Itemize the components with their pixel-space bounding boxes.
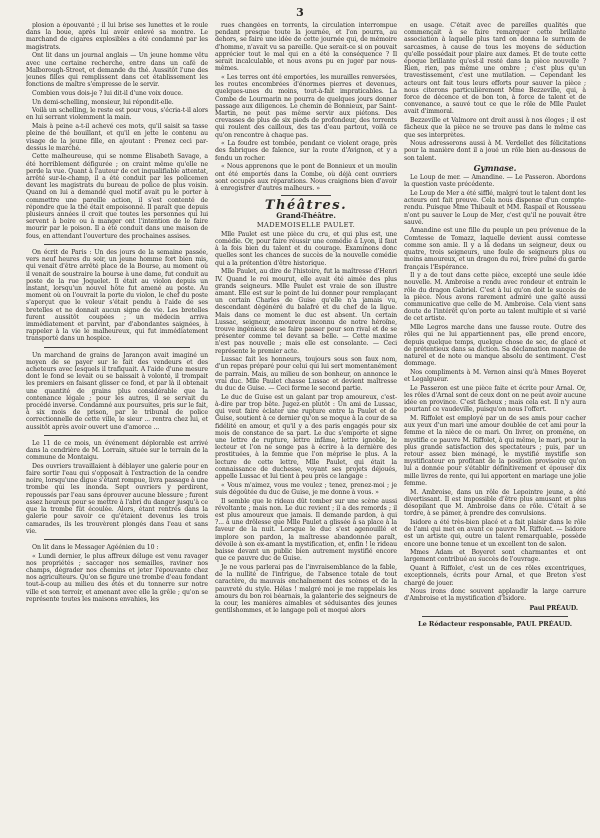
paragraph: Un marchand de grains de Jarançon avait imaginé un moyen de se payer sur le fait des vendeurs et des acheteurs avec lesquels il trafiquait. A l'aide d'une mesure dont le fond se levait ou se baissait à volonté, il trompait les premiers en faisant glisser ce fond, et par là il obtenait une quantité de grains plus considérable que la contenance légale ; pour les autres, il se servait du procédé inverse. Condamné aux poursuites, pris sur le fait, à six mois de prison, par le tribunal de police correctionnelle de cette ville, le sieur ... rentra chez lui, et aussitôt après avoir ouvert une d'amorce ... — [26, 351, 208, 431]
paragraph: rues changées en torrents, la circulation interrompue pendant presque toute la journée, et l'on pourra, au dehors, se faire une idée de cette journée qui, de mémoire d'homme, n'avait vu sa pareille. Que serait-ce si on pouvait apprécier tout le mal qui en a été la conséquence ? Il serait incalculable, et nous avons pu en juger par nous-mêmes. — [215, 22, 397, 73]
paragraph: en usage. C'était avec de pareilles qualités que commençait à se faire remarquer cette brillante association à laquelle plus tard on donna le surnom de sarcasmes, à cause de tous les moyens de séduction qu'elle possédait pour plaire aux dames. Et de toute cette époque brillante qu'est-il resté dans la pièce nouvelle ? Rien, rien, pas même une ombre ; c'est plus qu'un travestissement, c'est une mutilation. — Cependant les acteurs ont fait tous leurs efforts pour sauver la pièce ; nous citerons particulièrement Mme Bezzeville, qui, à force de décence et de bon ton, à force de talent et de convenance, a sauvé tout ce que le rôle de Mlle Paulet avait d'immoral. — [404, 22, 586, 116]
paragraph: « Les terres ont été emportées, les murailles renversées, les routes encombrées d'énormes pierres et devenues, quelques-unes du moins, tout-à-fait impraticables. La Combe de Lourmarin ne pourra de quelques jours donner passage aux diligences. Le chemin de Bonnieux, par Saint-Martin, ne peut pas même servir aux piétons. Des crevasses de plus de six pieds de profondeur, des torrents qui roulent des cailloux, des tas d'eau partout, voilà ce qu'on rencontre à chaque pas. — [215, 73, 397, 139]
gymnase-heading: Gymnase. — [473, 162, 517, 173]
column-3 — [404, 22, 586, 826]
paragraph: « Lundi dernier, le plus affreux déluge est venu ravager nos propriétés ; saccager nos semailles, raviner nos champs, dégrader nos chemins et jeter l'épouvante chez nos agriculteurs. Qu'on se figure une trombe d'eau fondant tout-à-coup au milieu des étés et du tonnerre sur notre ville et son terroir, et amenant avec elle la grêle ; qu'on se représente toutes les maisons envahies, les — [26, 552, 208, 603]
divider — [281, 195, 331, 196]
column-1 — [26, 22, 208, 826]
paragraph: Cette malheureuse, qui se nomme Élisabeth Savage, a été horriblement défigurée ; on craint même qu'elle ne perde la vue. Quant à l'auteur de cet inqualifiable attentat, arrêté sur-le-champ, il a été conduit par les policemen devant les magistrats du bureau de police de plus voisin. Quand on lui a demandé quel motif avait pu le porter à commettre une pareille action, il s'est contenté de répondre que la thé était empoisonné. Il paraît que depuis plusieurs années il croit que toutes les personnes qui lui servent à boire ou à manger ont l'intention de le faire mourir par le poison. Il a été conduit dans une maison de fous, en attendant l'ouverture des prochaines assises. — [26, 153, 208, 240]
paragraph: Le Loup de Mer a été sifflé, malgré tout le talent dont les acteurs ont fait preuve. Cela nous dispense d'un compte-rendu. Puisque Mme Thibault et MM. Raspail et Rousseau n'ont pu sauver le Loup de Mer, c'est qu'il ne pouvait être sauvé. — [404, 189, 586, 226]
divider — [422, 616, 568, 617]
theatres-masthead — [215, 198, 397, 214]
paragraph: Nous irons donc souvent applaudir la large carrure d'Ambroise et la mystification d'Isidore. — [404, 588, 586, 603]
paragraph: « La foudre est tombée, pendant ce violent orage, près des fabriques de faïence, sur la route d'Avignon, et y a fendu un rocher. — [215, 140, 397, 162]
paragraph: plosion a épouvanté ; il lui brise ses lunettes et le roule dans la boue, après lui avoir enlevé sa montre. Le marchand de cigares explosibles a été condamné par les magistrats. — [26, 22, 208, 51]
paragraph: Amandine est une fille du peuple un peu prévenue de la Comtesse de Tomazz, laquelle devient aussi comtesse comme son amie. Il y a là dedans un seigneur, deux ou quatre, trois seigneurs, une foule de seigneurs plus ou moins amoureux, et un dragon du roi, frère puîné du garde français l'Espérance. — [404, 227, 586, 271]
paragraph: Le 11 de ce mois, un événement déplorable est arrivé dans la cendrière de M. Lorrain, située sur le terrain de la commune de Montaigu. — [26, 439, 208, 462]
paragraph: Des ouvriers travaillaient à déblayer une galerie pour en faire sortir l'eau qui s'opposait à l'extraction de la cendre noire, lorsqu'une digue s'étant rompue, livra passage à une trombe qui les inonda. Sept ouvriers y perdirent, repoussés par l'eau sans éprouver aucune blessure ; furent assez heureux pour se mettre à l'abri du danger jusqu'à ce que la trombe fût écoulée. Alors, étant rentrés dans la galerie pour savoir ce qu'étaient devenus les trois camarades, ils les trouvèrent plongés dans l'eau et sans vie. — [26, 462, 208, 535]
divider — [44, 539, 190, 540]
paragraph: Combien vous dois-je ? lui dit-il d'une voix douce. — [32, 89, 183, 97]
divider — [44, 435, 190, 436]
responsible-editor: Le Rédacteur responsable, PAUL PRÉAUD. — [418, 619, 572, 628]
program-line: Le Loup de mer. — Amandine. — Le Passeron. Abordons la question vaste précédente. — [404, 174, 586, 189]
paragraph: Bezzeville et Valmore ont droit aussi à nos éloges ; il est fâcheux que la pièce ne se trouve pas dans le même cas que ses interprètes. — [404, 117, 586, 139]
paragraph: Lussac fait les honneurs, toujours sous son faux nom, d'un repas préparé pour celui qui lui sert momentanément de parrain. Mais, au milieu de son bonheur, on annonce le vrai duc. Mlle Paulet chasse Lussac et devient maîtresse du duc de Guise. — Ceci forme le second partie. — [215, 356, 397, 393]
paragraph: « Vous m'aimez, vous me voulez ; tenez, prenez-moi ; je suis dégoûtée du duc de Guise, je me donne à vous. » — [215, 481, 397, 496]
paragraph: « Nous apprenons que le pont de Bonnieux et un moulin ont été emportés dans la Combe, où déjà cent ouvriers sont occupés aux réparations. Nous craignons bien d'avoir à enregistrer d'autres malheurs. » — [215, 163, 397, 192]
paragraph: Mlle Paulet, au dire de l'histoire, fut la maîtresse d'Henri IV. Quand le roi mourut, elle avait été aimée des plus grands seigneurs. Mlle Paulet est vraie de son illustre amant. Elle est sur le point de lui donner pour remplaçant un certain Charles de Guise qu'elle n'a jamais vu, descendant dégénéré du balafré et du chef de la ligue. Mais dans ce moment le duc est absent. Un certain Lussac, seigneur, amoureux inconnu de notre héroïne, trouve ingénieux de se faire passer pour son rival et de se présenter comme tel devant sa belle. — Cette maxime n'est pas nouvelle ; mais elle est consolante. — Ceci représente le premier acte. — [215, 268, 397, 355]
paragraph: On écrit de Paris : Un des jours de la semaine passée, vers neuf heures du soir, un jeune homme fort bien mis, qui venait d'être arrêté place de la Bourse, au moment où il venait de soustraire la bourse à une dame, fut conduit au poste de la rue Joquelet. Il était au violon depuis un instant, lorsqu'un nouvel hôte fut amené au poste. Au moment où on l'ouvrait la porte du violon, le chef du poste s'aperçut que le voleur s'était pendu à l'aide de ses bretelles et ne donnait aucun signe de vie. Les bretelles furent aussitôt coupées ; un médecin arriva immédiatement et parvint, par d'abondantes saignées, à rappeler à la vie le malheureux, qui fut immédiatement transporté dans un hospice. — [26, 248, 208, 343]
paragraph: Voilà un schelling, le reste est pour vous, s'écria-t-il alors en lui serrant violemment la main. — [26, 107, 208, 122]
paragraph: Mlle Paulet est une pièce du cru, et qui plus est, une comédie. Or, pour faire réussir une comédie à Lyon, il faut à la fois bien du talent et du courage. Examinons donc quelles sont les chances de succès de la nouvelle comédie qui a la prétention d'être historique. — [215, 230, 397, 267]
column-2 — [215, 22, 397, 826]
divider — [44, 244, 190, 245]
paragraph: Nous adresserons aussi à M. Verdellet des félicitations pour la manière dont il a joué un rôle bien au-dessous de son talent. — [404, 140, 586, 162]
paragraph: Un demi-schelling, monsieur, lui répondit-elle. — [32, 98, 174, 106]
section-subhead: Grand-Théâtre. — [276, 211, 336, 221]
columns — [26, 22, 586, 826]
paragraph: Nos compliments à M. Vernon ainsi qu'à Mmes Boyeret et Legalgueur. — [404, 368, 586, 384]
divider — [44, 347, 190, 348]
paragraph: Quant à Riffolet, c'est un de ces rôles excentriques, exceptionnels, écrits pour Arnal, et que Breton s'est chargé de jouer. — [404, 565, 586, 587]
page-number: 3 — [296, 6, 304, 19]
paragraph: Mlle Legros marche dans une fausse route. Outre des rôles qui ne lui appartiennent pas, elle prend encore, depuis quelque temps, quelque chose de sec, de glacé et de prétentieux dans sa diction. Sa déclamation manque de naturel et de note ou manque absolu de sentiment. C'est dommage. — [404, 324, 586, 368]
paragraph: Isidore a été très-bien placé et a fait plaisir dans le rôle de l'ami qui met en avant ce pauvre M. Riffolet. — Isidore est un artiste qui, outre un talent remarquable, possède encore une bonne tenue et un excellent ton de salon. — [404, 518, 586, 548]
paragraph: Je ne vous parlerai pas de l'invraisemblance de la fable, de la nullité de l'intrigue, de l'absence totale de tout caractère, du mauvais enchaînement des scènes et de la pauvreté du style. Hélas ! malgré moi je me rappelais les amours du bon roi béarnais, la galanterie des seigneurs de la cour, les manières aimables et séduisantes des jeunes gentilshommes, et le langage poli et moqué alors — [215, 563, 397, 615]
paragraph: Mais à peine a-t-il achevé ces mots, qu'il saisit sa tasse pleine de thé bouillant, et qu'il en jette le contenu au visage de la jeune fille, en ajoutant : Prenez ceci par-dessus le marché. — [26, 123, 208, 152]
paragraph: Il semble que le rideau dût tomber sur une scène aussi révoltante ; mais non. Le duc revient ; il a des remords ; il est plus amoureux que jamais. Il demande pardon, à qui ?... à une drôlesse que Mlle Paulet a glissée à sa place à la faveur de la nuit. Lorsque le duc s'est agenouillé et implore son pardon, la maîtresse abandonnée paraît, dévoile à son ex-amant la mystification, et, enfin ! le rideau baisse devant un public bien autrement mystifié encore que ce pauvre duc de Guise. — [215, 497, 397, 563]
paragraph: Mmes Adam et Boyeret sont charmantes et ont largement contribué au succès de l'ouvrage. — [404, 549, 586, 564]
article-heading: MADEMOISELLE PAULET. — [256, 220, 356, 229]
paragraph: M. Riffolet est employé par un de ses amis pour cacher aux yeux d'un mari une amour doublée de cet ami pour la femme et la nièce de ce mari. On livrer, on promène, on mystifie ce pauvre M. Riffolet, à qui même, le mari, pour la plus grande satisfaction des spectateurs ; puis, par un retour assez bien ménagé, le mystifié mystifie son mystificateur en profitant de la position provisoire qu'on lui a donnée pour s'établir définitivement et épouser dix mille livres de rente, qui lui apportent en mariage une jolie femme. — [404, 415, 586, 487]
author-signature: Paul PRÉAUD. — [529, 604, 578, 612]
paragraph: Ont lit dans un journal anglais — Un jeune homme vêtu avec une certaine recherche, entre dans un café de Malborough-Street, et demande du thé. Aussitôt l'une des jeunes filles qui remplissent dans cet établissement les fonctions de maître s'empresse de le servir. — [26, 52, 208, 89]
paragraph: Le duc de Guise est un galant par trop amoureux, c'est-à-dire par trop bête. Jugez-en plutôt : Un ami de Lussac, qui veut faire éclater une rupture entre la Paulet et de Guise, soutient à ce dernier qu'on se moque à la cour de sa fidélité en amour, et qu'il y a des paris engagés pour six mois de constance de sa part. Le duc s'emporte et signe une lettre de rupture, lettre infâme, lettre ignoble, le lecteur et l'on ne songe pas à écrire à la dernière des prostituées, à la femme que l'on méprise le plus. A la lecture de cette lettre, Mlle Paulet, qui était la connaissance de duchesse, voyant ses projets déjoués, appelle Lussac et lui tient à peu près ce langage : — [215, 393, 397, 480]
paragraph: Il y a de tout dans cette pièce, excepté une seule idée nouvelle. M. Ambroise a rendu avec rondeur et entrain le rôle du dragon Gabriel. C'est à lui qu'on doit le succès de la pièce. Nous avons rarement admiré une gaîté aussi communicative que celle de M. Ambroise. Cela vient sans doute de l'intérêt qu'on porte au talent multiple et si varié de cet artiste. — [404, 272, 586, 323]
paragraph: On lit dans le Messager Agéénien du 10 : — [32, 543, 159, 551]
masthead-title: Théâtres. — [264, 198, 348, 214]
paragraph: Le Passeron est une pièce faite et écrite pour Arnal. Or, les rôles d'Arnal sont de ceux dont on ne peut avoir aucune idée en province. C'est fâcheux ; mais cela est. Il n'y aura pourtant ce vaudeville, puisqu'on nous l'offert. — [404, 384, 586, 414]
paragraph: M. Ambroise, dans un rôle de Lepointre jeune, a été divertissant. Il est impossible d'être plus amusant et plus désopilant que M. Ambroise dans ce rôle. C'était à se tordre, à se pâmer, à prendre des convulsions. — [404, 488, 586, 518]
